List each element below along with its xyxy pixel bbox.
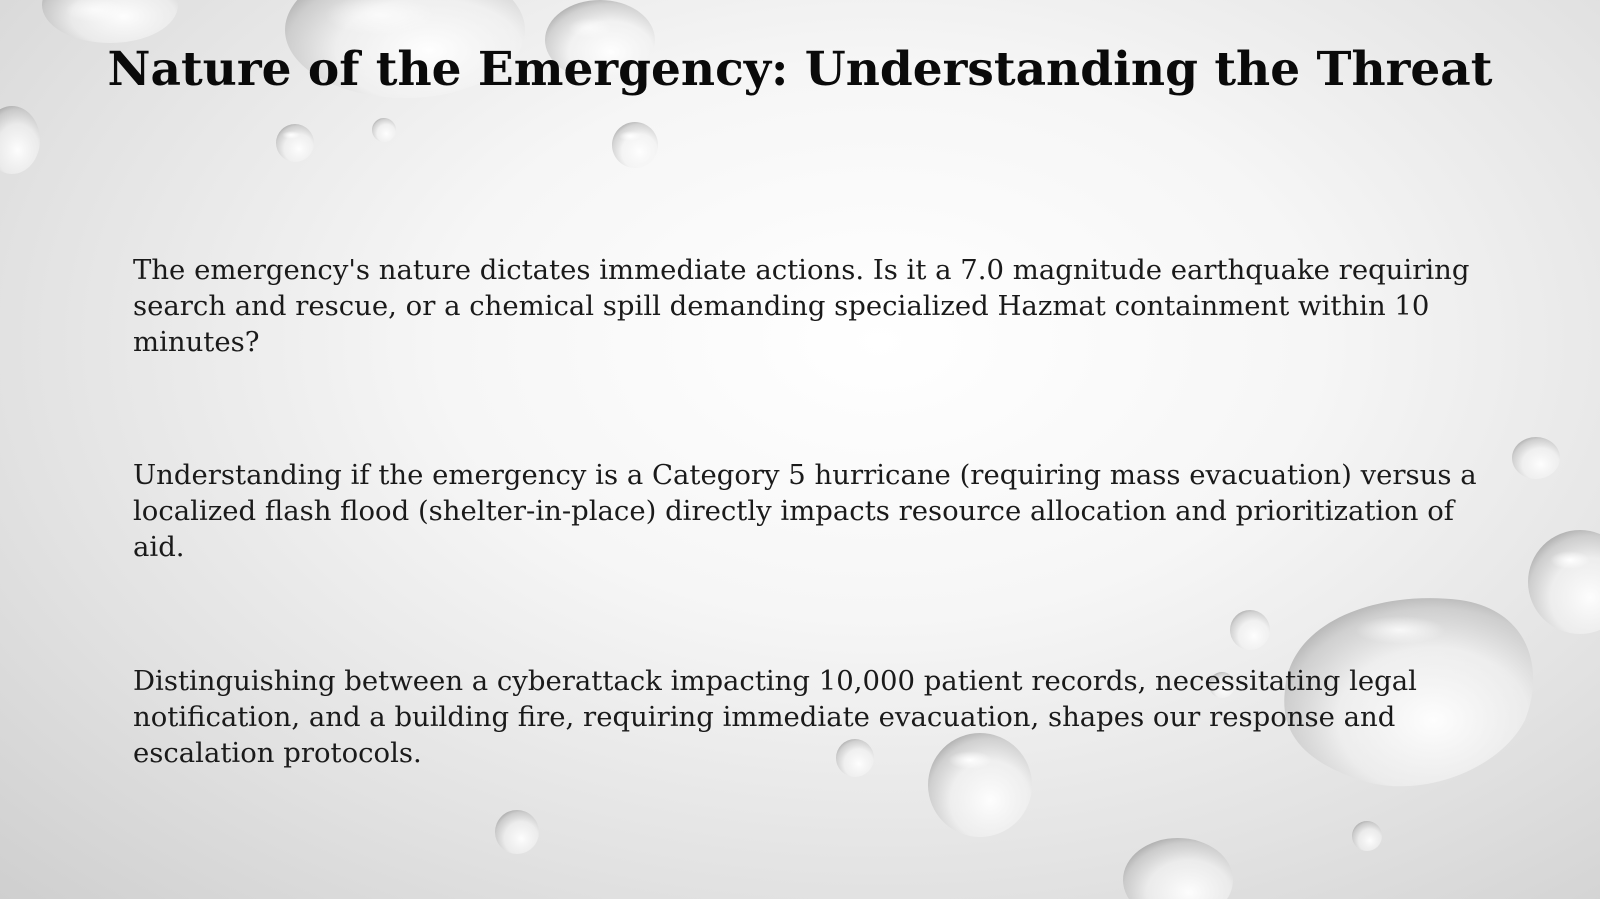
droplet <box>1230 610 1270 650</box>
droplet <box>495 810 539 854</box>
droplet <box>372 118 396 142</box>
paragraph-cyberattack-vs-fire: Distinguishing between a cyberattack impacting 10,000 patient records, necessitating legal notification, and a building fire, requiring immediate evacuation, shapes our response and escalation protocols. <box>133 665 1417 769</box>
droplet <box>276 124 314 162</box>
paragraph-earthquake-vs-chemical: The emergency's nature dictates immediate actions. Is it a 7.0 magnitude earthquake requiring search and rescue, or a chemical spill demanding specialized Hazmat containment within 10 minutes? <box>133 254 1470 358</box>
droplet <box>1123 838 1233 899</box>
paragraph-hurricane-vs-flood: Understanding if the emergency is a Category 5 hurricane (requiring mass evacuation) versus a localized flash flood (shelter-in-place) directly impacts resource allocation and prioritization of aid. <box>133 459 1477 563</box>
droplet <box>1352 821 1382 851</box>
slide-title: Nature of the Emergency: Understanding the Threat <box>107 42 1493 97</box>
droplet <box>1512 437 1560 479</box>
droplet <box>612 122 658 168</box>
droplet <box>0 106 40 174</box>
droplet <box>42 0 178 43</box>
droplet <box>1528 530 1600 634</box>
